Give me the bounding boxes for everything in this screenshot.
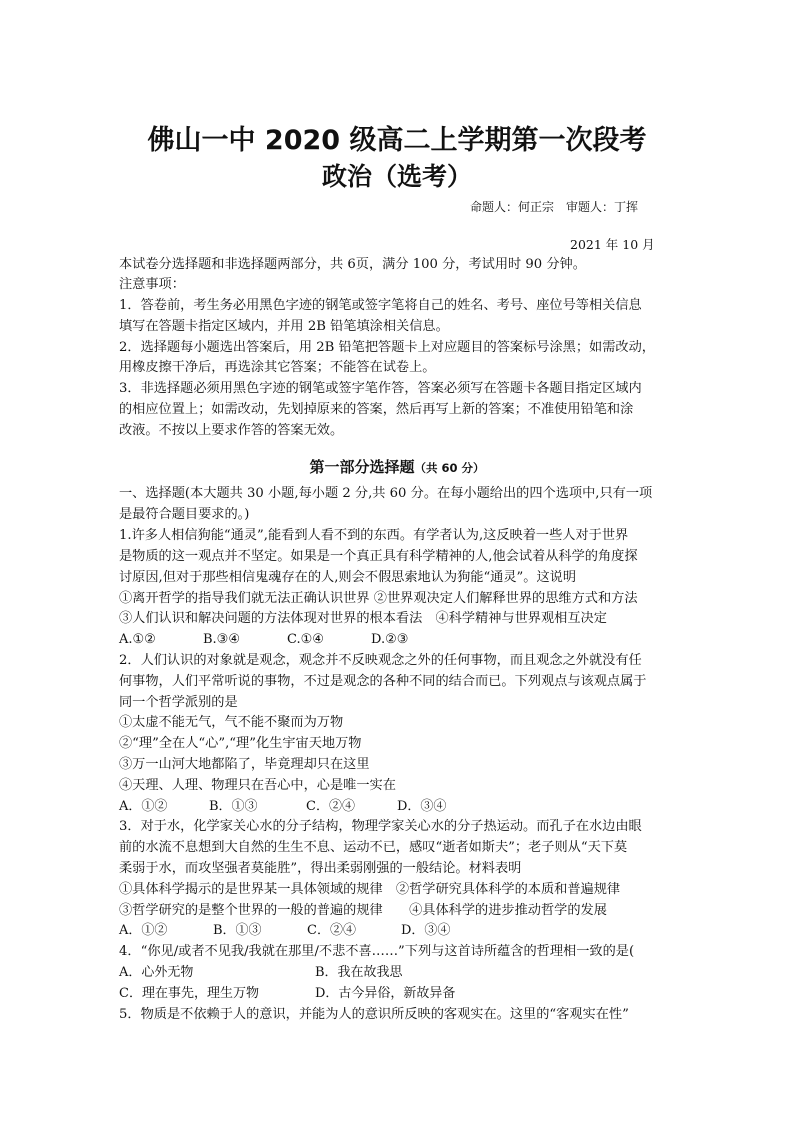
question-line: 5．物质是不依赖于人的意识，并能为人的意识所反映的客观实在。这里的“客观实在性”: [119, 1007, 629, 1022]
question-line: 是物质的这一观点并不坚定。如果是一个真正具有科学精神的人,他会试着从科学的角度探: [119, 549, 638, 564]
question-line: ①离开哲学的指导我们就无法正确认识世界 ②世界观决定人们解释世界的思维方式和方法: [119, 591, 638, 606]
question-line: 3．对于水，化学家关心水的分子结构，物理学家关心水的分子热运动。而孔子在水边由眼: [119, 819, 642, 834]
question-line: 同一个哲学派别的是: [119, 695, 238, 710]
question-line: ①具体科学揭示的是世界某一具体领域的规律 ②哲学研究具体科学的本质和普遍规律: [119, 882, 621, 897]
q4-option-a: A．心外无物: [119, 965, 194, 980]
section-title-text: 第一部分选择题: [309, 458, 415, 476]
intro-line: 注意事项：: [119, 277, 185, 292]
q3-option-d: D．③④: [401, 923, 451, 938]
q3-option-b: B．①③: [213, 923, 262, 938]
question-line: ③人们认识和解决问题的方法体现对世界的根本看法 ④科学精神与世界观相互决定: [119, 611, 607, 626]
exam-date: 2021 年 10 月: [570, 237, 655, 252]
question-line: 前的水流不息想到大自然的生生不息、运动不已，感叹“逝者如斯夫”；老子则从“天下莫: [119, 840, 628, 855]
question-line: ①太虚不能无气，气不能不聚而为万物: [119, 715, 344, 730]
q4-option-c: C．理在事先，理生万物: [119, 986, 259, 1001]
question-line: ④天理、人理、物理只在吾心中，心是唯一实在: [119, 778, 396, 793]
q4-options-row1: [119, 964, 403, 982]
q1-options: [119, 631, 408, 649]
question-line: 讨原因,但对于那些相信鬼魂存在的人,则会不假思索地认为狗能“通灵”。这说明: [119, 570, 577, 585]
question-line: 一、选择题(本大题共 30 小题,每小题 2 分,共 60 分。在每小题给出的四个选项中,只有一项: [119, 486, 653, 501]
q1-option-b: B.③④: [203, 632, 240, 647]
question-line: 2．人们认识的对象就是观念，观念并不反映观念之外的任何事物，而且观念之外就没有任: [119, 653, 642, 668]
intro-line: 用橡皮擦干净后，再选涂其它答案；不能答在试卷上。: [119, 360, 436, 375]
q2-options: [119, 798, 446, 816]
q4-options-row2: [119, 985, 455, 1003]
intro-line: 1．答卷前，考生务必用黑色字迹的钢笔或签字笔将自己的姓名、考号、座位号等相关信息: [119, 298, 642, 313]
q2-option-c: C．②④: [306, 799, 355, 814]
question-line: ③哲学研究的是整个世界的一般的普遍的规律 ④具体科学的进步推动哲学的发展: [119, 903, 607, 918]
intro-line: 3．非选择题必须用黑色字迹的钢笔或签字笔作答，答案必须写在答题卡各题目指定区域内: [119, 381, 642, 396]
question-line: 4．“你见/或者不见我/我就在那里/不悲不喜……”下列与这首诗所蕴含的哲理相一致的是(: [119, 944, 635, 959]
q1-option-d: D.②③: [371, 632, 409, 647]
question-line: ③万一山河大地都陷了，毕竟理却只在这里: [119, 757, 370, 772]
intro-line: 填写在答题卡指定区域内，并用 2B 铅笔填涂相关信息。: [119, 319, 449, 334]
intro-line: 改液。不按以上要求作答的答案无效。: [119, 423, 344, 438]
intro-line: 2．选择题每小题选出答案后，用 2B 铅笔把答题卡上对应题目的答案标号涂黑；如需改动，: [119, 340, 655, 355]
q4-option-b: B．我在故我思: [315, 965, 403, 980]
section-score: （共 60 分）: [414, 461, 485, 475]
q2-option-b: B．①③: [209, 799, 258, 814]
question-line: 是最符合题目要求的。): [119, 507, 250, 522]
exam-authors: 命题人：何正宗 审题人：丁挥: [470, 200, 639, 214]
exam-subtitle: 政治（选考）: [321, 162, 472, 191]
q4-option-d: D．古今异俗，新故异备: [315, 986, 456, 1001]
exam-title: 佛山一中 2020 级高二上学期第一次段考: [147, 125, 647, 156]
q2-option-a: A．①②: [119, 799, 168, 814]
q3-option-a: A．①②: [119, 923, 168, 938]
question-line: 1.许多人相信狗能“通灵”,能看到人看不到的东西。有学者认为,这反映着一些人对于世界: [119, 528, 629, 543]
question-line: 何事物，人们平常听说的事物，不过是观念的各种不同的结合而已。下列观点与该观点属于: [119, 674, 647, 689]
q1-option-a: A.①②: [119, 632, 156, 647]
question-line: ②“理”全在人“心”,“理”化生宇宙天地万物: [119, 736, 362, 751]
question-line: 柔弱于水，而攻坚强者莫能胜”，得出柔弱刚强的一般结论。材料表明: [119, 861, 522, 876]
intro-line: 本试卷分选择题和非选择题两部分，共 6页，满分 100 分，考试用时 90 分钟。: [119, 257, 586, 272]
q3-options: [119, 922, 450, 940]
intro-line: 的相应位置上；如需改动，先划掉原来的答案，然后再写上新的答案；不准使用铅笔和涂: [119, 402, 634, 417]
q3-option-c: C．②④: [307, 923, 356, 938]
section-title: [0, 456, 794, 477]
q2-option-d: D．③④: [397, 799, 447, 814]
q1-option-c: C.①④: [287, 632, 324, 647]
